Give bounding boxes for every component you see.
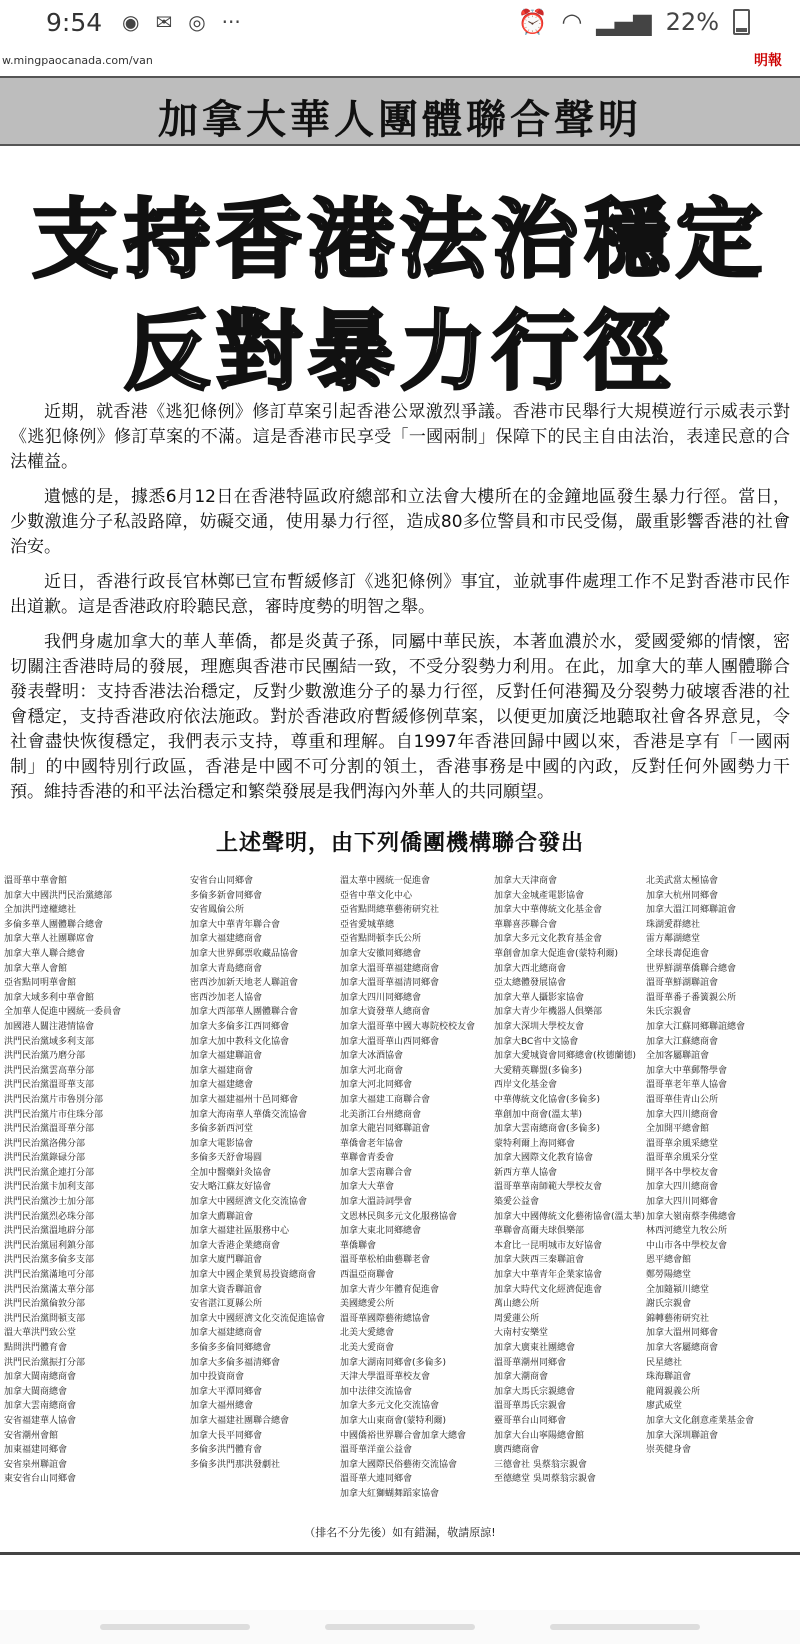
signatory-item: 加拿大金城產電影協會 (494, 890, 585, 901)
signatory-column (646, 874, 800, 1458)
signatory-item: 新西方華人協會 (494, 1167, 558, 1178)
signatory-item: 加拿大湖南同鄉會(多倫多) (340, 1357, 447, 1368)
signatory-item: 洪門民治黨屈利鎮分部 (4, 1240, 95, 1251)
nav-recents-button[interactable] (100, 1624, 250, 1630)
signatory-item: 北美大愛商會 (340, 1343, 395, 1353)
signatory-item: 安省湛江夏縣公所 (190, 1299, 263, 1310)
signatory-item: 加拿大杭州同鄉會 (646, 890, 719, 901)
signatory-item: 加拿大冰酒協會 (340, 1051, 404, 1062)
signatory-item: 全加隨潁川總堂 (646, 1284, 710, 1295)
signatory-item: 加拿大閩南總商會 (4, 1372, 77, 1383)
signatory-item: 加東福建同鄉會 (4, 1445, 68, 1456)
signatory-item: 洪門民治黨振打分部 (4, 1357, 86, 1368)
signatory-item: 加拿大西部華人團體聯合會 (190, 1007, 299, 1018)
signatory-item: 密西沙加新天地老人聯誼會 (190, 978, 299, 989)
status-time: 9:54 (46, 8, 103, 37)
signatory-item: 世界鮮湖華僑聯合總會 (646, 963, 737, 974)
signatory-item: 加拿大四川總商會 (646, 1182, 719, 1193)
signatory-item: 加拿大廈門聯誼會 (190, 1255, 263, 1266)
signatory-item: 加拿大東北同鄉總會 (340, 1226, 422, 1237)
signatory-item: 加拿大天津商會 (494, 876, 558, 886)
status-right (517, 8, 750, 36)
headline-line-1: 支持香港法治穩定 (32, 190, 768, 290)
signatory-item: 洪門民治黨問頓支部 (4, 1313, 86, 1324)
signatory-item: 加國港人關注港情協會 (4, 1021, 95, 1032)
signatory-item: 溫哥華華南師範大學校友會 (494, 1182, 603, 1193)
signatory-item: 點問洪門體育會 (4, 1343, 68, 1353)
signatory-item: 雷方鄰湖總堂 (646, 934, 701, 945)
signatory-item: 加拿大西北總商會 (494, 963, 567, 974)
signatory-item: 東安省台山同鄉會 (4, 1474, 77, 1485)
signatory-item: 朱氏宗親會 (646, 1007, 692, 1018)
signatory-item: 加拿大資發華人總商會 (340, 1007, 431, 1018)
signatory-column (190, 874, 346, 1472)
signatory-item: 加中投資商會 (190, 1372, 245, 1383)
signatory-item: 多倫多華人團體聯合總會 (4, 919, 104, 930)
signatory-item: 加拿大福建工商聯合會 (340, 1094, 431, 1105)
signatory-item: 加拿大溫哥華山西同鄉會 (340, 1036, 440, 1047)
signatory-item: 加拿大大華會 (340, 1182, 395, 1193)
signatory-item: 萬山總公所 (494, 1299, 540, 1310)
signatory-item: 加拿大四川同鄉總會 (340, 992, 422, 1003)
signatory-item: 加拿大溫哥華中國大專院校校友會 (340, 1021, 476, 1032)
signatory-item: 洪門民治黨倫敦分部 (4, 1299, 86, 1310)
signatory-item: 加拿大福建社區服務中心 (190, 1226, 290, 1237)
signatory-item: 溫哥華大連同鄉會 (340, 1474, 413, 1485)
signatory-item: 加拿大四川總商會 (646, 1109, 719, 1120)
signatory-item: 加拿大文化創意產業基金會 (646, 1415, 755, 1426)
signatory-item: 加拿大嶺南蔡李佛總會 (646, 1211, 737, 1222)
signatory-item: 加拿大青少年體育促進會 (340, 1284, 440, 1295)
page-url: w.mingpaocanada.com/van (2, 54, 153, 67)
signatory-item: 溫哥華余風采總堂 (646, 1138, 719, 1149)
battery-percent: 22% (665, 8, 719, 36)
notification-dot-icon: ◉ (122, 10, 140, 34)
signatory-item: 加拿大福建總商會 (190, 1328, 263, 1339)
signatory-item: 加拿大長平同鄉會 (190, 1430, 263, 1441)
signatory-item: 北美大愛總會 (340, 1328, 395, 1339)
signatory-item: 西岸文化基金會 (494, 1080, 558, 1091)
notification-icons (122, 10, 241, 34)
header-band (0, 76, 800, 146)
footnote: （排名不分先後）如有錯漏，敬請原諒! (304, 1526, 496, 1539)
signatory-item: 中國僑裕世界聯合會加拿大總會 (340, 1430, 467, 1441)
signatory-item: 溫哥華洋童公益會 (340, 1445, 413, 1456)
signatory-item: 至德總堂 吳周蔡翁宗親會 (494, 1474, 596, 1485)
paragraph: 我們身處加拿大的華人華僑，都是炎黃子孫，同屬中華民族，本著血濃於水，愛國愛鄉的情懷，密切關注香港時局的發展，理應與香港市民團結一致，不受分裂勢力利用。在此，加拿大的華人團體聯合發表聲明：支持香港法治穩定，反對少數激進分子的暴力行徑，反對任何港獨及分裂勢力破壞香港的社會穩定，支持香港政府依法施政。對於香港政府暫緩修例草案，以便更加廣泛地聽取社會各界意見，令社會盡快恢復穩定，我們表示支持，尊重和理解。自1997年香港回歸中國以來，香港是享有「一國兩制」的中國特別行政區，香港是中國不可分割的領土，香港事務是中國的內政，反對任何外國勢力干預。維持香港的和平法治穩定和繁榮發展是我們海內外華人的共同願望。 (10, 632, 790, 802)
signatory-item: 加拿大溫詩詞學會 (340, 1197, 413, 1208)
statement-body (10, 400, 790, 815)
signatory-item: 廣西總商會 (494, 1445, 540, 1456)
signatory-item: 加拿大青島總商會 (190, 963, 263, 974)
signatory-item: 華聯會青委會 (340, 1153, 395, 1164)
signatory-item: 築愛公益會 (494, 1197, 540, 1208)
signatory-item: 加拿大台山寧陽總會館 (494, 1430, 585, 1441)
signatory-item: 中華傳統文化協會(多倫多) (494, 1094, 601, 1105)
signatory-item: 加拿大中華郵幣學會 (646, 1065, 728, 1076)
divider (0, 1552, 800, 1555)
signatory-item: 加拿大多元文化教育基金會 (494, 934, 603, 945)
signatory-item: 洪門民治黨錄碌分部 (4, 1153, 86, 1164)
signatory-item: 北美浙江台州總商會 (340, 1109, 422, 1120)
signatory-item: 多倫多洪門體育會 (190, 1445, 263, 1456)
signatory-item: 林西河總堂九牧公所 (646, 1226, 728, 1237)
signatory-item: 溫哥華老年華人協會 (646, 1080, 728, 1091)
signatory-item: 民星總社 (646, 1357, 683, 1368)
signatory-item: 崇英健身會 (646, 1445, 692, 1456)
paragraph: 近期，就香港《逃犯條例》修訂草案引起香港公眾激烈爭議。香港市民舉行大規模遊行示威表示對《逃犯條例》修訂草案的不滿。這是香港市民享受「一國兩制」保障下的民主自由法治，表達民意的合法權益。 (10, 402, 790, 472)
signatory-item: 溫哥華余風采分堂 (646, 1153, 719, 1164)
signatory-item: 加拿大青少年機器人俱樂部 (494, 1007, 603, 1018)
signatory-item: 加拿大福建社團聯合總會 (190, 1415, 290, 1426)
signatory-item: 安省台山同鄉會 (190, 876, 254, 886)
headline-line-2: 反對暴力行徑 (124, 302, 676, 402)
signatory-item: 洪門民治黨片市住珠分部 (4, 1109, 104, 1120)
chrome-icon: ◎ (188, 10, 206, 34)
signatory-item: 加拿大多元文化交流協會 (340, 1401, 440, 1412)
signatory-item: 美國總愛公所 (340, 1299, 395, 1310)
signatory-item: 加拿大華人聯合總會 (4, 948, 86, 959)
signatory-item: 加拿大中華青年聯合會 (190, 919, 281, 930)
signatory-item: 文恩林民與多元文化服務協會 (340, 1211, 458, 1222)
signatory-item: 洪門民治黨片市魯別分部 (4, 1094, 104, 1105)
signatory-item: 加拿大江蘇同鄉聯誼總會 (646, 1021, 746, 1032)
signatory-item: 華僑聯會 (340, 1240, 377, 1251)
signatory-item: 洪門民治黨卡加利支部 (4, 1182, 95, 1193)
signatory-item: 多倫多新會同鄉會 (190, 890, 263, 901)
signatory-item: 加拿大馬氏宗親總會 (494, 1386, 576, 1397)
signatory-item: 全加中醫藥針灸協會 (190, 1167, 272, 1178)
signatory-item: 加拿大華人社團聯席會 (4, 934, 95, 945)
signatory-item: 安省泉州聯誼會 (4, 1459, 68, 1470)
signatory-item: 加拿大香港企業總商會 (190, 1240, 281, 1251)
signatory-item: 加拿大河北同鄉會 (340, 1080, 413, 1091)
signatory-item: 全加洪門達權總社 (4, 905, 77, 916)
signatory-item: 洪門民治黨沙士加分部 (4, 1197, 95, 1208)
signatory-item: 全加開平總會館 (646, 1124, 710, 1135)
wifi-icon: ◠ (561, 8, 583, 36)
signatory-item: 洪門民治黨企連打分部 (4, 1167, 95, 1178)
signatory-item: 加拿大福建商會 (190, 1065, 254, 1076)
signatory-item: 加拿大安徽同鄉總會 (340, 948, 422, 959)
signatory-item: 北美武當太極協會 (646, 876, 719, 886)
signatory-item: 洪門民治黨滿地可分部 (4, 1270, 95, 1281)
signatory-item: 加拿大多倫多福清鄉會 (190, 1357, 281, 1368)
signatory-item: 鄭勞陽總堂 (646, 1270, 692, 1281)
signatory-item: 加拿大域多利中華會館 (4, 992, 95, 1003)
signatory-item: 加拿大世界郵票收藏品協會 (190, 948, 299, 959)
signatory-item: 恩平總會館 (646, 1255, 692, 1266)
signatory-item: 加拿大閩商總會 (4, 1386, 68, 1397)
signatory-item: 開平各中學校友會 (646, 1167, 719, 1178)
signatory-item: 洪門民治黨雲高華分部 (4, 1065, 95, 1076)
signatory-item: 廖武威堂 (646, 1401, 683, 1412)
signatory-item: 加拿大江蘇總商會 (646, 1036, 719, 1047)
signatory-item: 亞省點問頓李氏公所 (340, 934, 422, 945)
alarm-icon: ⏰ (517, 8, 548, 36)
signatory-item: 加拿大國際文化教育協會 (494, 1153, 594, 1164)
signatory-item: 加拿大雲南聯合會 (340, 1167, 413, 1178)
signatory-item: 加拿大平潭同鄉會 (190, 1386, 263, 1397)
signatory-item: 加拿大中國洪門民治黨總部 (4, 890, 113, 901)
signatory-item: 華聯會高爾夫球俱樂部 (494, 1226, 585, 1237)
signatory-item: 全加客屬聯誼會 (646, 1051, 710, 1062)
signatory-item: 龍岡親義公所 (646, 1386, 701, 1397)
signatory-item: 加拿大客屬總商會 (646, 1343, 719, 1353)
signatory-item: 全加華人促進中國統一委員會 (4, 1007, 122, 1018)
signatory-item: 加拿大電影協會 (190, 1138, 254, 1149)
signatory-item: 加拿大華人會館 (4, 963, 68, 974)
signatory-item: 亞省愛城華總 (340, 919, 395, 930)
signatory-item: 加拿大中國經濟文化交流促進協會 (190, 1313, 326, 1324)
signatory-item: 安省鳳倫公所 (190, 905, 245, 916)
signatory-item: 加拿大四川同鄉會 (646, 1197, 719, 1208)
signatory-item: 洪門民治黨多倫多支部 (4, 1255, 95, 1266)
signatory-item: 加拿大紅獅蝴舞蹈家協會 (340, 1488, 440, 1499)
signatory-item: 溫哥華松柏曲藝聯老會 (340, 1255, 431, 1266)
paragraph: 近日，香港行政長官林鄭已宣布暫緩修訂《逃犯條例》事宜，並就事件處理工作不足對香港市民作出道歉。這是香港政府聆聽民意，審時度勢的明智之舉。 (10, 572, 790, 617)
more-icon: ··· (221, 10, 241, 34)
page-title: 加拿大華人團體聯合聲明 (158, 97, 642, 143)
signatory-item: 錦轉藝術研究社 (646, 1313, 710, 1324)
signatory-item: 溫哥華佳青山公所 (646, 1094, 719, 1105)
signatory-item: 加拿大加中教科文化協會 (190, 1036, 290, 1047)
signatory-item: 加拿大潮商會 (494, 1372, 549, 1383)
signatory-item: 洪門民治黨溫哥華分部 (4, 1124, 95, 1135)
signatory-item: 溫太華中國統一促進會 (340, 876, 431, 886)
signatory-item: 西温亞商聯會 (340, 1270, 395, 1281)
signatory-item: 加拿大中國企業貿易投資總商會 (190, 1270, 317, 1281)
system-nav-bar (0, 1610, 800, 1644)
signatory-item: 加拿大福建福州十邑同鄉會 (190, 1094, 299, 1105)
signatory-item: 加拿大中國傳統文化藝術協會(溫太華) (494, 1211, 646, 1222)
signatory-item: 加拿大中華青年企業家協會 (494, 1270, 603, 1281)
signatory-item: 多倫多新西河堂 (190, 1124, 254, 1135)
signatory-item: 加拿大時代文化經濟促進會 (494, 1284, 603, 1295)
signatory-item: 洪門民治黨域多利支部 (4, 1036, 95, 1047)
paragraph: 遺憾的是，據悉6月12日在香港特區政府總部和立法會大樓所在的金鐘地區發生暴力行徑。當日，少數激進分子私設路障，妨礙交通，使用暴力行徑，造成80多位警員和市民受傷，嚴重影響香港的社會治安。 (10, 487, 790, 557)
signatory-item: 加拿大海南華人華僑交流協會 (190, 1109, 308, 1120)
signatory-column (4, 874, 160, 1487)
signatory-item: 謝氏宗親會 (646, 1299, 692, 1310)
signatories-heading: 上述聲明，由下列僑團機構聯合發出 (215, 831, 584, 856)
signatory-item: 華創加中商會(溫太華) (494, 1109, 583, 1120)
nav-home-button[interactable] (325, 1624, 475, 1630)
signatory-item: 加拿大深圳大學校友會 (494, 1021, 585, 1032)
signatory-item: 加拿大國際民俗藝術交流協會 (340, 1459, 458, 1470)
signatory-item: 溫哥華中華會館 (4, 876, 68, 886)
signal-icon: ▂▄▆ (596, 8, 652, 36)
signatory-item: 周愛蓮公所 (494, 1313, 540, 1324)
signatory-item: 加拿大溫州同鄉會 (646, 1328, 719, 1339)
signatory-item: 蒙特利爾上海同鄉會 (494, 1138, 576, 1149)
signatory-item: 溫哥華國際藝術總協會 (340, 1313, 431, 1324)
signatory-item: 加拿大多倫多江西同鄉會 (190, 1021, 290, 1032)
signatory-item: 加拿大福建總商會 (190, 934, 263, 945)
signatory-item: 加拿大華人攝影家協會 (494, 992, 585, 1003)
signatory-item: 加拿大中華傳統文化基金會 (494, 905, 603, 916)
battery-icon (733, 9, 750, 35)
signatory-item: 安省潮州會館 (4, 1430, 59, 1441)
signatory-item: 加拿大薦聯誼會 (190, 1211, 254, 1222)
signatory-item: 加拿大河北商會 (340, 1065, 404, 1076)
signatory-item: 加拿大山東商會(蒙特利爾) (340, 1415, 447, 1426)
signatory-item: 加拿大BC省中文協會 (494, 1036, 579, 1047)
signatory-item: 加拿大福建聯誼會 (190, 1051, 263, 1062)
signatory-item: 溫哥華馬氏宗親會 (494, 1401, 567, 1412)
newspaper-page (0, 50, 800, 1610)
signatory-item: 洪門民治黨滿太華分部 (4, 1284, 95, 1295)
signatory-item: 多倫多多倫同鄉總會 (190, 1343, 272, 1353)
signatory-item: 亞省中華文化中心 (340, 890, 413, 901)
signatory-item: 本倉比一昆明城市友好協會 (494, 1240, 603, 1251)
signatory-item: 中山市各中學校友會 (646, 1240, 728, 1251)
signatory-item: 珠海聯誼會 (646, 1372, 692, 1383)
signatory-item: 加拿大雲南總商會 (4, 1401, 77, 1412)
signatory-item: 亞省點問總華藝術研究社 (340, 905, 440, 916)
signatory-item: 加拿大愛城資會同鄉總會(枚德蘭德) (494, 1051, 637, 1062)
signatory-column (494, 874, 650, 1487)
brand-logo: 明報 (754, 53, 782, 69)
signatory-item: 加拿大雲南總商會(多倫多) (494, 1124, 601, 1135)
signatory-item: 全球長壽促進會 (646, 948, 710, 959)
signatory-item: 洪門民治黨溫地辟分部 (4, 1226, 95, 1237)
signatory-item: 洪門民治黨洛佛分部 (4, 1138, 86, 1149)
signatory-list (0, 874, 800, 1499)
signatory-item: 加拿大溫哥華福建總商會 (340, 963, 440, 974)
signatory-item: 加拿大深圳聯誼會 (646, 1430, 719, 1441)
signatory-item: 洪門民治黨烈必珠分部 (4, 1211, 95, 1222)
url-strip (0, 50, 800, 74)
signatory-item: 溫哥華鮮湖聯誼會 (646, 978, 719, 989)
signatory-item: 多倫多洪門那洪發劇社 (190, 1459, 281, 1470)
signatory-item: 華僑會老年協會 (340, 1138, 404, 1149)
signatory-item: 溫哥華潮州同鄉會 (494, 1357, 567, 1368)
signatory-item: 加拿大龍岩同鄉聯誼會 (340, 1124, 431, 1135)
signatory-item: 加拿大福州總會 (190, 1401, 254, 1412)
mail-icon: ✉ (155, 10, 173, 34)
signatory-item: 洪門民治黨溫哥華支部 (4, 1080, 95, 1091)
signatory-item: 華聯喜莎聯合會 (494, 919, 558, 930)
signatory-item: 加拿大資香聯誼會 (190, 1284, 263, 1295)
signatory-item: 加拿大中國經濟文化交流協會 (190, 1197, 308, 1208)
signatory-item: 安省福建華人協會 (4, 1415, 77, 1426)
signatory-column (340, 874, 496, 1502)
signatory-item: 洪門民治黨乃磨分部 (4, 1051, 86, 1062)
signatory-item: 大愛精英聯盟(多倫多) (494, 1065, 583, 1076)
signatory-item: 加拿大溫哥華福清同鄉會 (340, 978, 440, 989)
signatory-item: 多倫多天舒會場圓 (190, 1153, 263, 1164)
signatory-item: 加中法律交流協會 (340, 1386, 413, 1397)
signatory-item: 靈哥華台山同鄉會 (494, 1415, 567, 1426)
signatory-item: 天津大學溫哥華校友會 (340, 1372, 431, 1383)
signatory-item: 溫大華洪門致公堂 (4, 1328, 77, 1339)
signatory-item: 珠湖愛群總社 (646, 919, 701, 930)
signatory-item: 大南村安樂堂 (494, 1328, 549, 1339)
signatory-item: 亞太總體發展協會 (494, 978, 567, 989)
signatory-item: 加拿大福建總會 (190, 1080, 254, 1091)
signatory-item: 加拿大陝西三秦聯誼會 (494, 1255, 585, 1266)
signatory-item: 溫哥華番子番簧親公所 (646, 992, 737, 1003)
nav-back-button[interactable] (550, 1624, 700, 1630)
status-bar (0, 0, 800, 50)
signatory-item: 密西沙加老人協會 (190, 992, 263, 1003)
signatory-item: 安大略江蘇友好協會 (190, 1182, 272, 1193)
signatory-item: 華創會加拿大促進會(蒙特利爾) (494, 948, 619, 959)
signatory-item: 亞省點同明華會館 (4, 978, 77, 989)
signatory-item: 加拿大溫江同鄉聯誼會 (646, 905, 737, 916)
signatory-item: 加拿大廣東社團總會 (494, 1343, 576, 1353)
signatory-item: 三德會社 吳蔡翁宗親會 (494, 1459, 587, 1470)
